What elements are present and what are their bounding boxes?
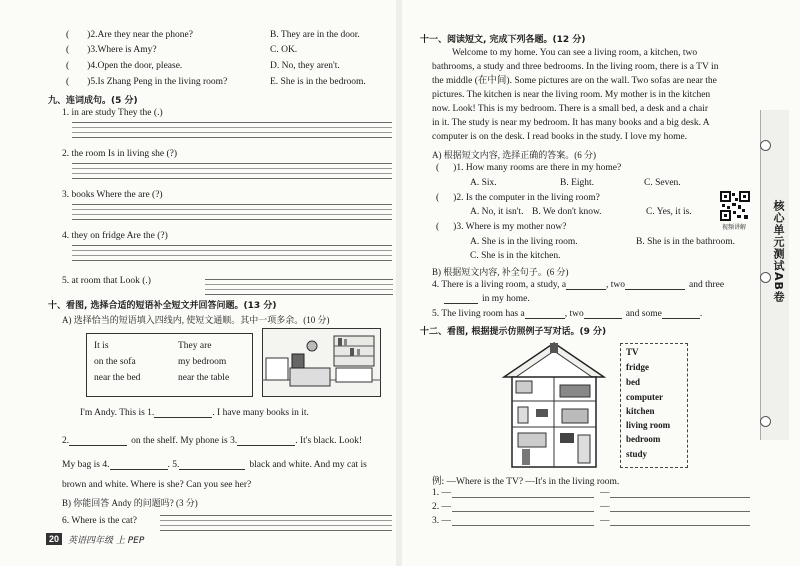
phrase-2: They are (178, 341, 212, 351)
word-bedroom: bedroom (626, 434, 661, 444)
section-11-title: 十一、阅读短文, 完成下列各题。(12 分) (420, 35, 586, 45)
side-strip-title: 核心单元测试AB卷 (772, 200, 785, 303)
match-q-2: Are they near the phone? (97, 30, 193, 40)
word-computer: computer (626, 392, 663, 402)
section-11-b-instruction: B) 根据短文内容, 补全句子。(6 分) (432, 267, 569, 277)
passage-line-4: brown and white. Where is she? Can you see her? (62, 480, 252, 490)
fill-question-5: 5. The living room has a , two and some . (432, 309, 703, 319)
phrase-4: my bedroom (178, 357, 227, 367)
binding-hole-icon (760, 416, 771, 427)
match-a-e: E. She is in the bedroom. (270, 77, 366, 87)
phrase-5: near the bed (94, 373, 141, 383)
section-10-b-instruction: B) 你能回答 Andy 的问题吗? (3 分) (62, 498, 198, 508)
match-a-c: C. OK. (270, 45, 298, 55)
example-dialog: 例: —Where is the TV? —It's in the living room. (432, 477, 620, 487)
page-number: 20 (46, 533, 62, 545)
match-a-d: D. No, they aren't. (270, 61, 340, 71)
section-12-title: 十二、看图, 根据提示仿照例子写对话。(9 分) (420, 327, 607, 337)
passage-line-3: My bag is 4. . 5. black and white. And my cat is (62, 460, 367, 470)
word-tv: TV (626, 347, 639, 357)
match-a-b: B. They are in the door. (270, 30, 360, 40)
word-fridge: fridge (626, 362, 649, 372)
question-6: 6. Where is the cat? (62, 516, 137, 526)
word-bed: bed (626, 377, 641, 387)
section-11-a-instruction: A) 根据短文内容, 选择正确的答案。(6 分) (432, 150, 596, 160)
qr-label: 视频讲解 (722, 224, 747, 231)
phrase-1: It is (94, 341, 109, 351)
word-kitchen: kitchen (626, 406, 655, 416)
footer-label: 英语四年级 上 PEP (68, 536, 145, 546)
passage-line-1: I'm Andy. This is 1. . I have many books in it. (80, 408, 309, 418)
house-illustration (502, 339, 606, 471)
match-q-3: Where is Amy? (97, 45, 157, 55)
bedroom-illustration (262, 328, 382, 398)
fill-question-4-cont: in my home. (444, 294, 530, 304)
word-study: study (626, 449, 648, 459)
match-q-5: Is Zhang Peng in the living room? (97, 77, 228, 87)
phrase-6: near the table (178, 373, 230, 383)
section-9-title: 九、连词成句。(5 分) (48, 96, 138, 106)
section-10-a-instruction: A) 选择恰当的短语填入四线内, 使短文通顺。其中一项多余。(10 分) (62, 315, 330, 325)
phrase-3: on the sofa (94, 357, 136, 367)
section-10-title: 十、看图, 选择合适的短语补全短文并回答问题。(13 分) (48, 301, 277, 311)
word-living-room: living room (626, 420, 671, 430)
qr-code-icon[interactable] (720, 191, 750, 221)
passage-line-2: 2. on the shelf. My phone is 3. . It's black. Look! (62, 436, 363, 446)
binding-hole-icon (760, 140, 771, 151)
fill-question-4: 4. There is a living room, a study, a , two and three (432, 280, 725, 290)
match-q-4: Open the door, please. (97, 61, 183, 71)
